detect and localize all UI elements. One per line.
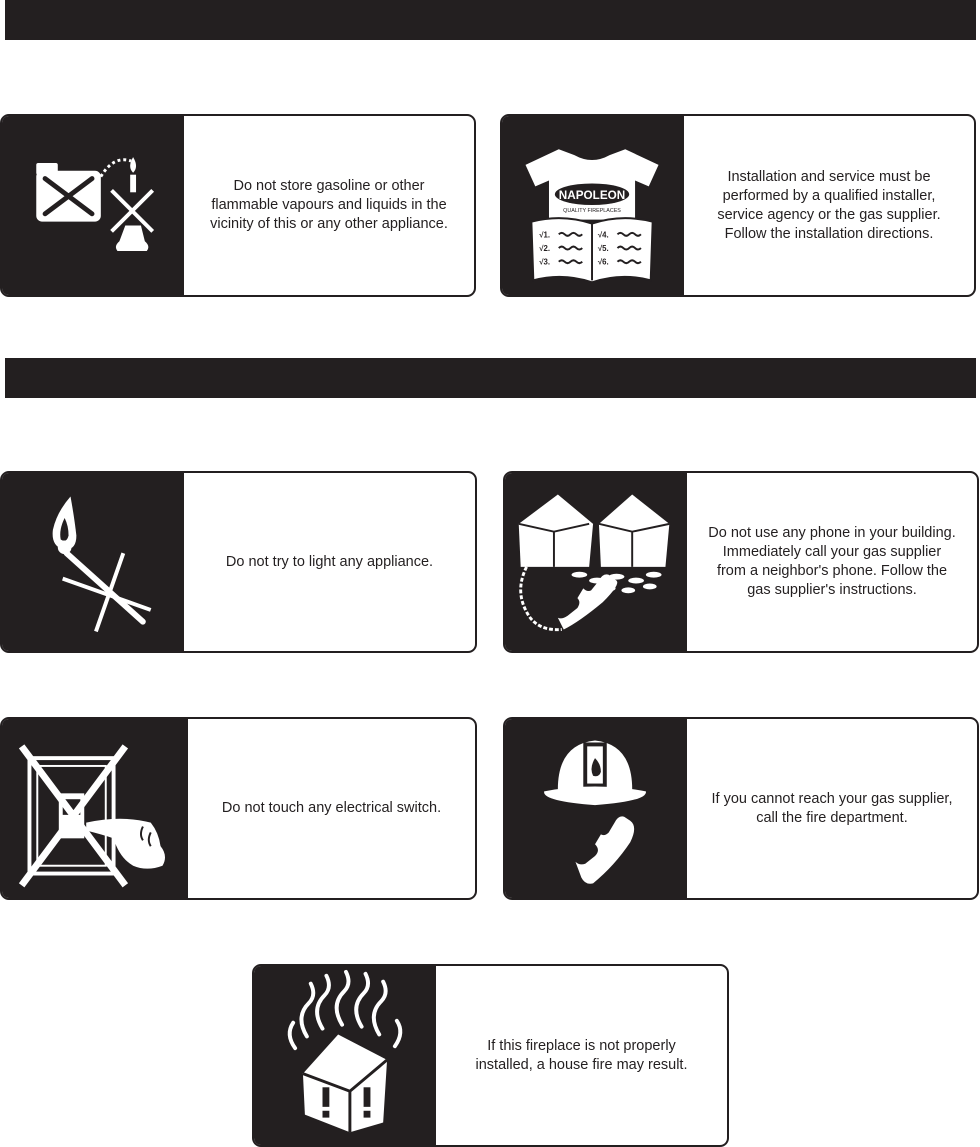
warning-text-line: Installation and service must be [727, 168, 931, 185]
switch-crossed-icon [2, 719, 188, 898]
warning-text-line: from a neighbor's phone. Follow the [716, 563, 948, 579]
warning-text-line: Immediately call your gas supplier [722, 544, 942, 560]
checklist-item: √4. [597, 230, 609, 240]
warning-text-line: Do not touch any electrical switch. [221, 800, 442, 816]
checklist-item: √5. [597, 243, 609, 253]
warning-text-line: Do not use any phone in your building. [708, 525, 956, 541]
warning-text-line: performed by a qualified installer, [722, 187, 936, 204]
warning-text-line: Follow the installation directions. [724, 225, 934, 242]
warning-text-line: service agency or the gas supplier. [717, 206, 941, 223]
napoleon-manual-icon [502, 116, 684, 295]
warning-text-line: installed, a house fire may result. [475, 1056, 688, 1073]
houses-phone-icon [505, 473, 687, 651]
warning-text-line: Do not store gasoline or other [233, 178, 425, 194]
warning-text-line: vicinity of this or any other appliance. [210, 216, 448, 232]
warning-text-line: gas supplier's instructions. [747, 582, 917, 598]
brand-logo-text: NAPOLEON [558, 189, 626, 203]
warning-card-house-fire [252, 964, 729, 1147]
gas-can-crossed-icon [2, 116, 184, 295]
warning-text-line: flammable vapours and liquids in the [211, 197, 447, 213]
checklist-item: √1. [539, 230, 551, 240]
firefighter-helmet-phone-icon [505, 719, 687, 898]
warning-card-switch [0, 717, 477, 900]
warning-text-line: If you cannot reach your gas supplier, [711, 790, 953, 807]
warning-card-phone [503, 471, 979, 653]
warning-text-line: call the fire department. [756, 809, 908, 826]
match-crossed-icon [2, 473, 184, 651]
house-fire-icon [254, 966, 436, 1145]
warning-card-installer [500, 114, 976, 297]
warning-text-line: Do not try to light any appliance. [225, 553, 434, 570]
section-header-bar-2 [5, 358, 976, 398]
warning-card-light [0, 471, 477, 653]
checklist-item: √2. [539, 243, 551, 253]
brand-tagline-text: QUALITY FIREPLACES [563, 207, 621, 214]
checklist-item: √6. [597, 257, 609, 267]
checklist-item: √3. [539, 257, 551, 267]
warning-card-fire-dept [503, 717, 979, 900]
warning-card-gasoline [0, 114, 476, 297]
warning-text-line: If this fireplace is not properly [487, 1037, 676, 1054]
section-header-bar-1 [5, 0, 976, 40]
